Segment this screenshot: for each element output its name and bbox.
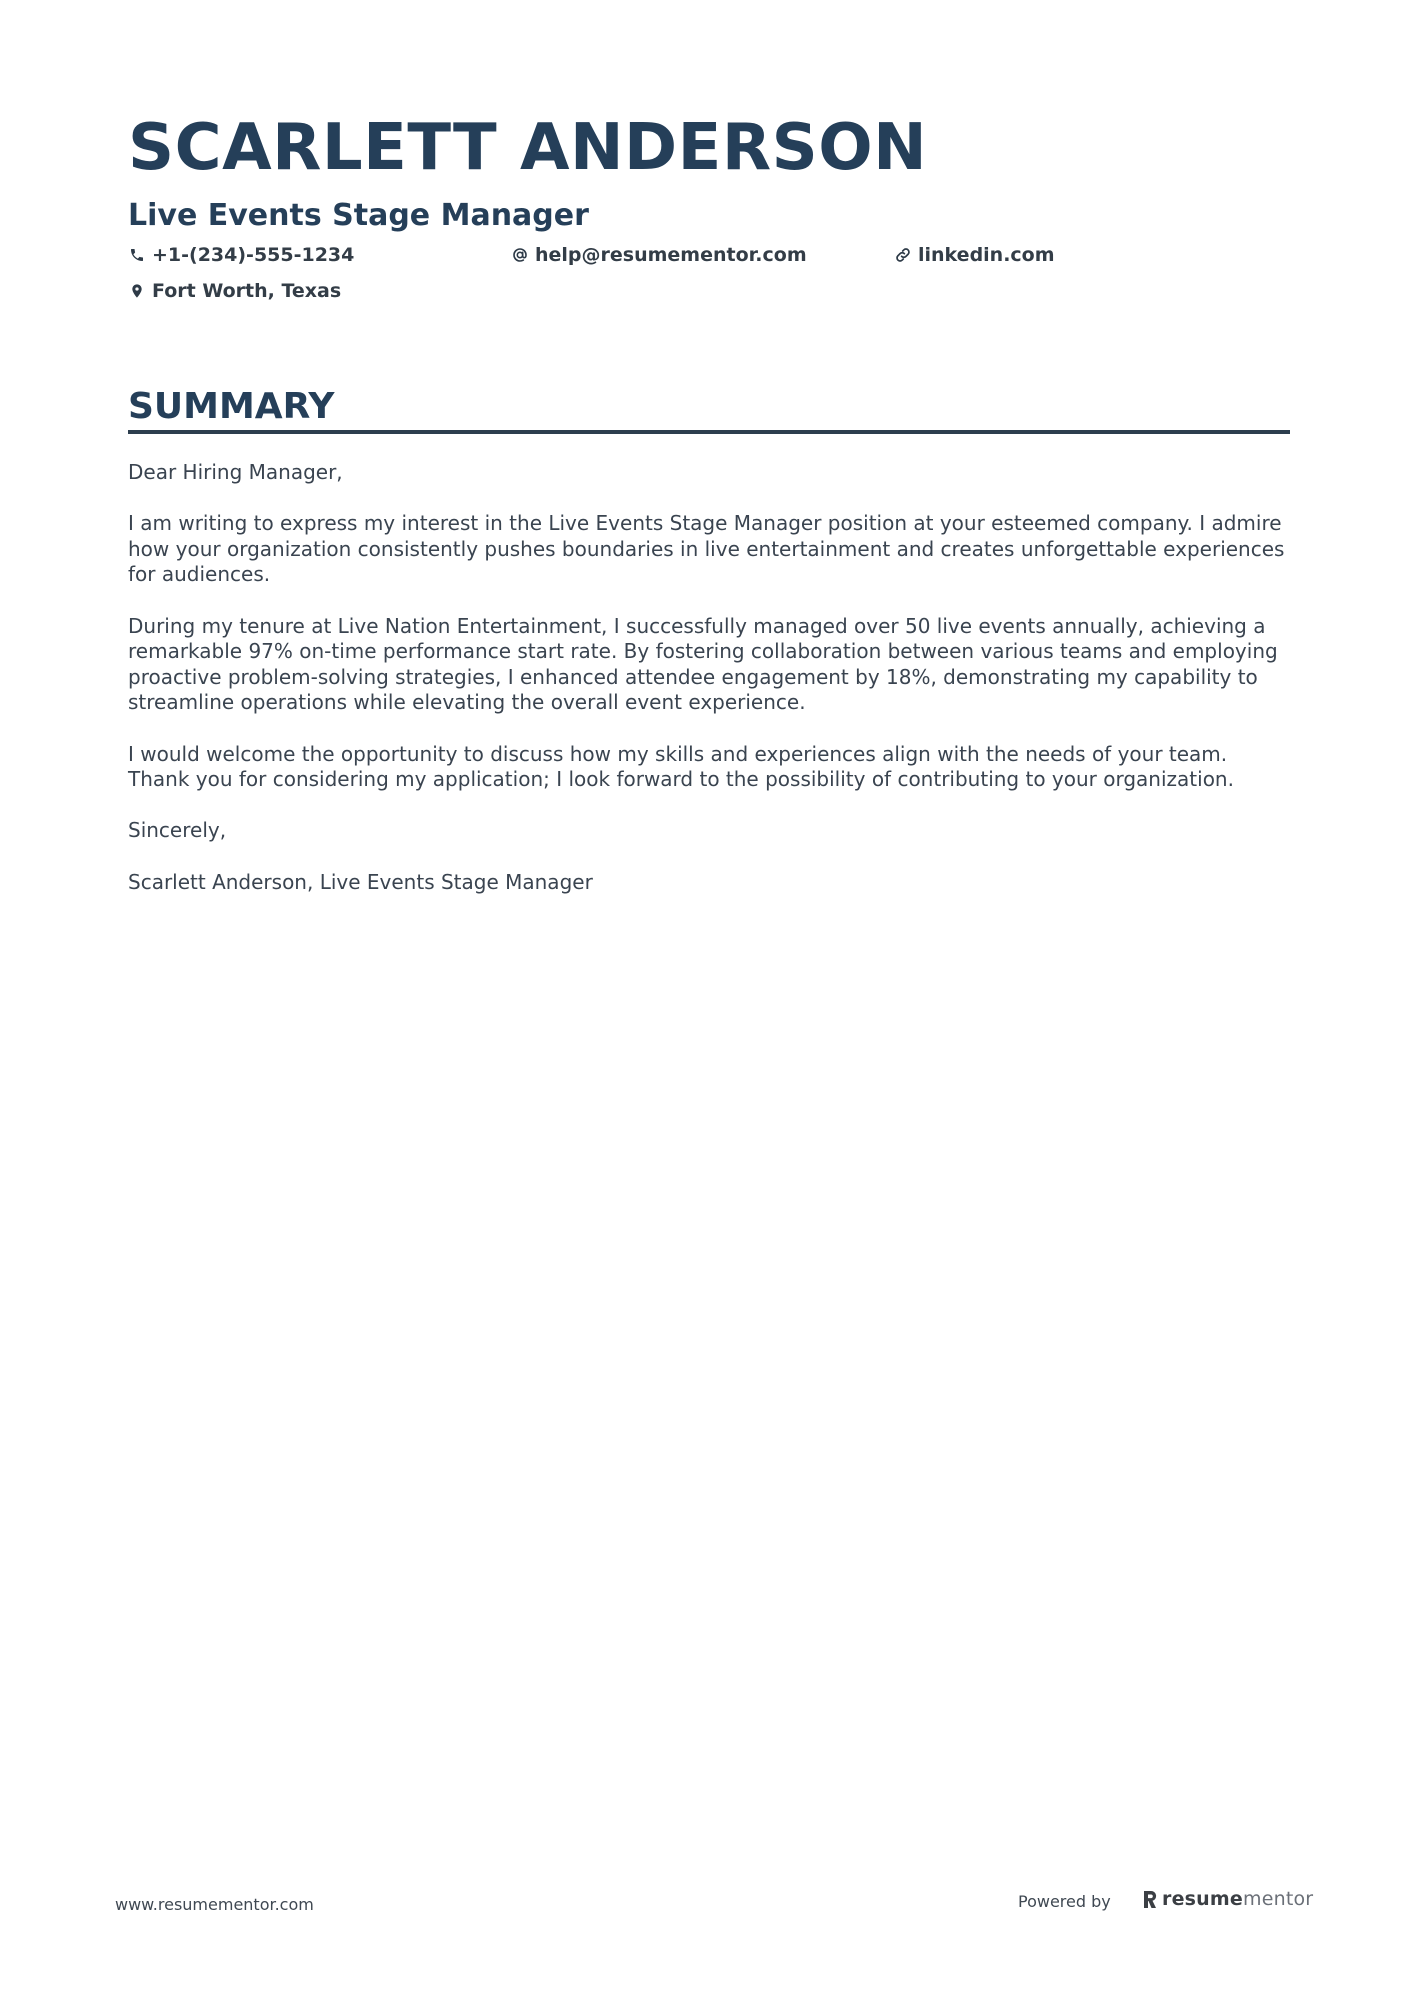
job-title: Live Events Stage Manager xyxy=(128,198,589,233)
candidate-name: SCARLETT ANDERSON xyxy=(128,111,928,185)
contact-info xyxy=(128,242,1288,308)
section-divider xyxy=(128,430,1290,434)
link-icon xyxy=(894,246,912,264)
brand-name-part1: resume xyxy=(1162,1888,1243,1910)
letter-paragraph: I would welcome the opportunity to discuss how my skills and experiences align with the needs of your team. Thank you for considering my application; I look forward to the possibility of contributing to your organization. xyxy=(128,741,1234,792)
contact-link[interactable] xyxy=(894,242,1055,268)
email-text: help@resumementor.com xyxy=(535,244,807,266)
letter-closing: Sincerely, xyxy=(128,818,227,843)
contact-phone xyxy=(128,242,354,268)
at-sign-icon xyxy=(511,246,529,264)
location-text: Fort Worth, Texas xyxy=(152,280,342,302)
phone-text: +1-(234)-555-1234 xyxy=(152,244,355,266)
footer-brand-logo[interactable] xyxy=(1142,1888,1313,1910)
letter-paragraph: I am writing to express my interest in the Live Events Stage Manager position at your esteemed company. I admire how your organization consistently pushes boundaries in live entertainment and creates unforgettable experiences for audiences. xyxy=(128,511,1285,587)
phone-icon xyxy=(128,246,146,264)
contact-email[interactable] xyxy=(511,242,807,268)
letter-paragraph: During my tenure at Live Nation Entertainment, I successfully managed over 50 live events annually, achieving a remarkable 97% on-time performance start rate. By fostering collaboration between various teams and employing proactive problem-solving strategies, I enhanced attendee engagement by 18%, demonstrating my capability to streamline operations while elevating the overall event experience. xyxy=(128,613,1278,715)
footer-powered-by: Powered by xyxy=(1018,1892,1111,1911)
contact-location xyxy=(128,278,341,304)
letter-body xyxy=(128,460,1293,921)
resumementor-logo-icon xyxy=(1142,1888,1158,1910)
section-title-summary: SUMMARY xyxy=(128,386,335,427)
map-pin-icon xyxy=(128,282,146,300)
letter-greeting: Dear Hiring Manager, xyxy=(128,460,343,484)
link-text: linkedin.com xyxy=(918,244,1055,266)
footer-website[interactable]: www.resumementor.com xyxy=(115,1895,314,1914)
brand-name-part2: mentor xyxy=(1242,1888,1314,1910)
header xyxy=(128,108,1288,308)
letter-signature: Scarlett Anderson, Live Events Stage Manager xyxy=(128,869,593,894)
